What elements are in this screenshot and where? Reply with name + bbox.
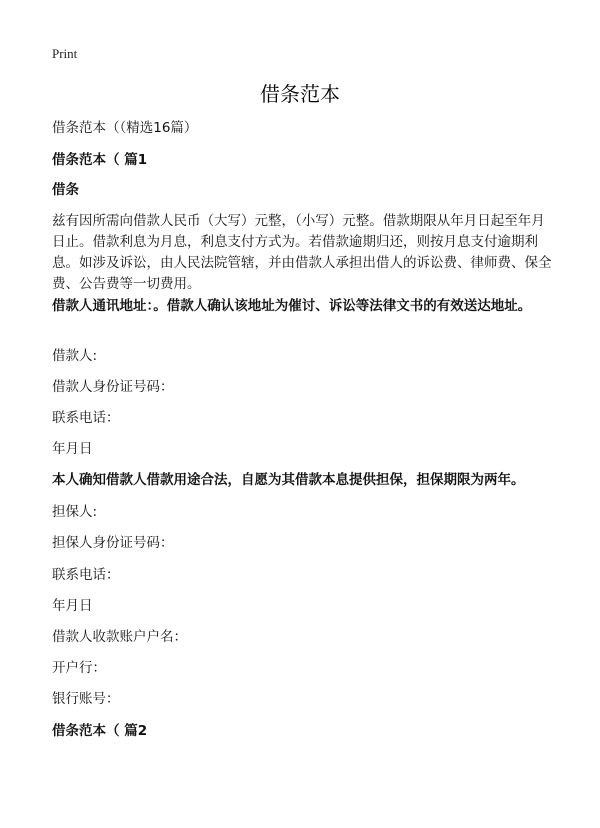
borrower-date-label: 年月日 (52, 441, 93, 457)
address-clause: 借款人通讯地址：。借款人确认该地址为催讨、诉讼等法律文书的有效送达地址。 (52, 298, 532, 314)
guarantor-label: 担保人: (52, 504, 98, 520)
section1-heading: 借条范本（ 篇1 (52, 152, 148, 168)
body-paragraph: 兹有因所需向借款人民币（大写）元整，（小写）元整。借款期限从年月日起至年月日止。借款利息为月息，利息支付方式为。若借款逾期归还，则按月息支付逾期利息。如涉及诉讼，由人民法院管辖，并由借款人承担出借人的诉讼费、律师费、保全费、公告费等一切费用。 (52, 213, 552, 292)
guarantor-phone-label: 联系电话： (52, 567, 120, 583)
account-name-label: 借款人收款账户户名： (52, 629, 187, 645)
document-title: 借条范本 (260, 82, 340, 106)
borrower-phone-label: 联系电话： (52, 410, 120, 426)
section2-heading: 借条范本（ 篇2 (52, 723, 148, 739)
bank-label: 开户行： (52, 660, 106, 676)
guarantor-date-label: 年月日 (52, 598, 93, 614)
account-number-label: 银行账号： (52, 691, 120, 707)
note-title: 借条 (52, 182, 79, 198)
borrower-id-label: 借款人身份证号码： (52, 379, 174, 395)
print-label: Print (52, 46, 78, 61)
document-subtitle: 借条范本（（精选16篇） (52, 120, 198, 136)
guarantor-id-label: 担保人身份证号码： (52, 535, 174, 551)
guarantee-clause: 本人确知借款人借款用途合法，自愿为其借款本息提供担保，担保期限为两年。 (52, 472, 525, 488)
borrower-label: 借款人: (52, 348, 98, 364)
